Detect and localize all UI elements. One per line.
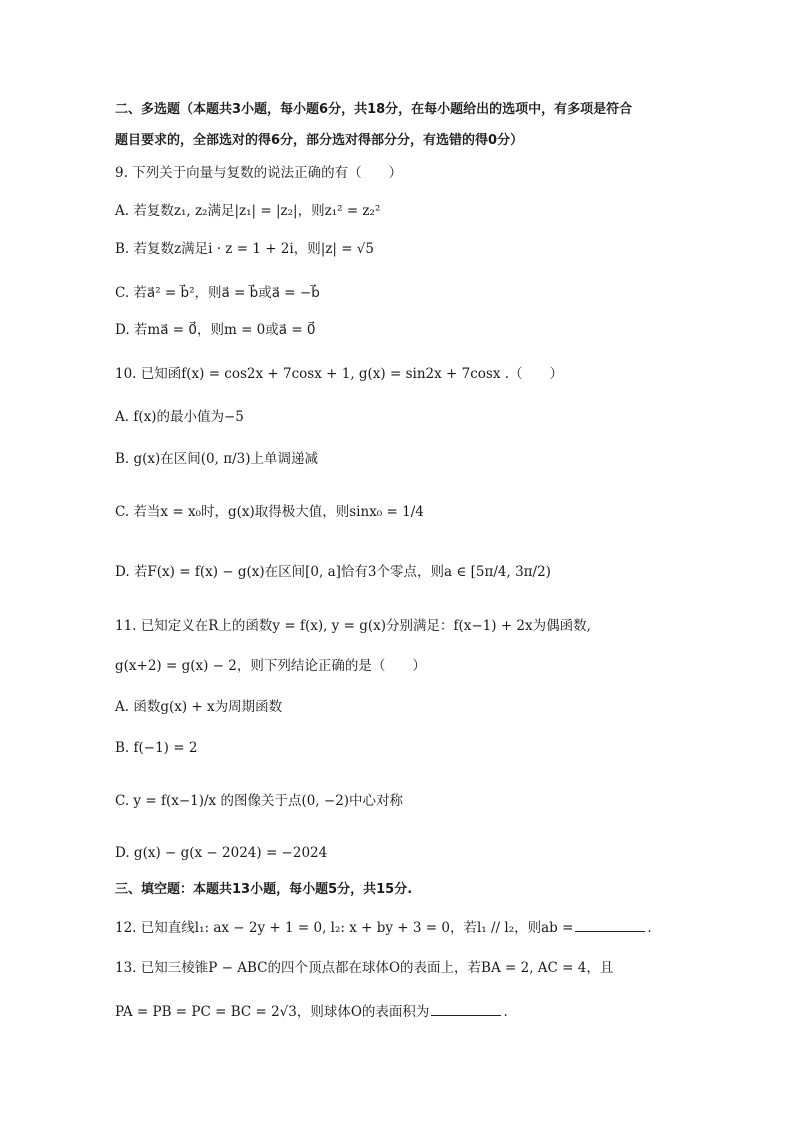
section2-heading-line1: 二、多选题（本题共3小题，每小题6分，共18分，在每小题给出的选项中，有多项是符合 bbox=[115, 102, 633, 117]
q10-option-d: D. 若F(x) = f(x) − g(x)在区间[0, a]恰有3个零点，则a ∈ [5π/4, 3π/2) bbox=[115, 564, 551, 580]
section3-heading: 三、填空题：本题共13小题，每小题5分，共15分. bbox=[115, 882, 413, 897]
q13-body: PA = PB = PC = BC = 2√3，则球体O的表面积为 bbox=[115, 1004, 430, 1020]
q11-option-b: B. f(−1) = 2 bbox=[115, 740, 198, 756]
q12-end: . bbox=[647, 920, 652, 936]
q13-line1: 13. 已知三棱锥P − ABC的四个顶点都在球体O的表面上，若BA = 2, AC = 4，且 bbox=[115, 960, 614, 976]
q10-stem: 10. 已知函f(x) = cos2x + 7cosx + 1, g(x) = sin2x + 7cosx .（ ） bbox=[115, 366, 564, 382]
q12-text bbox=[115, 917, 734, 938]
q9-option-b: B. 若复数z满足i · z = 1 + 2i，则|z| = √5 bbox=[115, 241, 374, 257]
q10-option-c: C. 若当x = x₀时，g(x)取得极大值，则sinx₀ = 1/4 bbox=[115, 504, 424, 520]
q12-answer-blank[interactable] bbox=[575, 917, 645, 932]
q11-option-c: C. y = f(x−1)/x 的图像关于点(0, −2)中心对称 bbox=[115, 793, 404, 809]
q9-option-a: A. 若复数z₁, z₂满足|z₁| = |z₂|，则z₁² = z₂² bbox=[115, 203, 381, 219]
q13-end: . bbox=[503, 1004, 508, 1020]
q11-stem-line2: g(x+2) = g(x) − 2，则下列结论正确的是（ ） bbox=[115, 658, 426, 674]
q9-option-c: C. 若a⃗² = b⃗²，则a⃗ = b⃗或a⃗ = −b⃗ bbox=[115, 285, 320, 301]
q12-body: 12. 已知直线l₁: ax − 2y + 1 = 0, l₂: x + by + 3 = 0，若l₁ // l₂，则ab = bbox=[115, 920, 574, 936]
q9-option-d: D. 若ma⃗ = 0⃗，则m = 0或a⃗ = 0⃗ bbox=[115, 322, 316, 338]
section2-heading-line2: 题目要求的，全部选对的得6分，部分选对得部分分，有选错的得0分） bbox=[115, 133, 524, 148]
q10-option-b: B. g(x)在区间(0, π/3)上单调递减 bbox=[115, 451, 319, 467]
q13-answer-blank[interactable] bbox=[431, 1001, 501, 1016]
q11-option-d: D. g(x) − g(x − 2024) = −2024 bbox=[115, 845, 328, 861]
q11-stem-line1: 11. 已知定义在R上的函数y = f(x), y = g(x)分别满足：f(x−1) + 2x为偶函数, bbox=[115, 618, 591, 634]
q13-line2 bbox=[115, 1001, 734, 1022]
q11-option-a: A. 函数g(x) + x为周期函数 bbox=[115, 699, 283, 715]
q10-option-a: A. f(x)的最小值为−5 bbox=[115, 409, 244, 425]
q9-stem: 9. 下列关于向量与复数的说法正确的有（ ） bbox=[115, 165, 403, 181]
